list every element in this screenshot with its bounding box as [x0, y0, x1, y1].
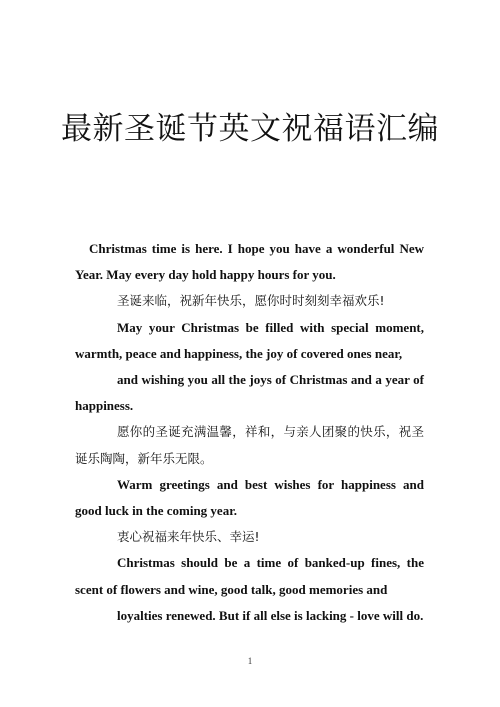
paragraph-2: 圣诞来临，祝新年快乐，愿你时时刻刻幸福欢乐! — [117, 293, 385, 309]
paragraph-9: loyalties renewed. But if all else is lacking - love will do. — [117, 607, 424, 623]
paragraph-7: 衷心祝福来年快乐、幸运! — [117, 529, 260, 545]
paragraph-8: Christmas should be a time of banked-up fines, the scent of flowers and wine, good talk, good memories and — [75, 555, 424, 597]
paragraph-1: Christmas time is here. I hope you have a wonderful New Year. May every day hold happy hours for you. — [75, 241, 424, 283]
document-title: 最新圣诞节英文祝福语汇编 — [61, 110, 439, 147]
paragraph-4: and wishing you all the joys of Christmas and a year of happiness. — [75, 372, 424, 414]
paragraph-5: 愿你的圣诞充满温馨，祥和，与亲人团聚的快乐，祝圣诞乐陶陶，新年乐无限。 — [75, 424, 424, 466]
document-body — [75, 236, 424, 629]
paragraph-3: May your Christmas be filled with special moment, warmth, peace and happiness, the joy of covered ones near, — [75, 319, 424, 361]
page-number: 1 — [247, 656, 253, 666]
paragraph-6: Warm greetings and best wishes for happiness and good luck in the coming year. — [75, 476, 424, 519]
